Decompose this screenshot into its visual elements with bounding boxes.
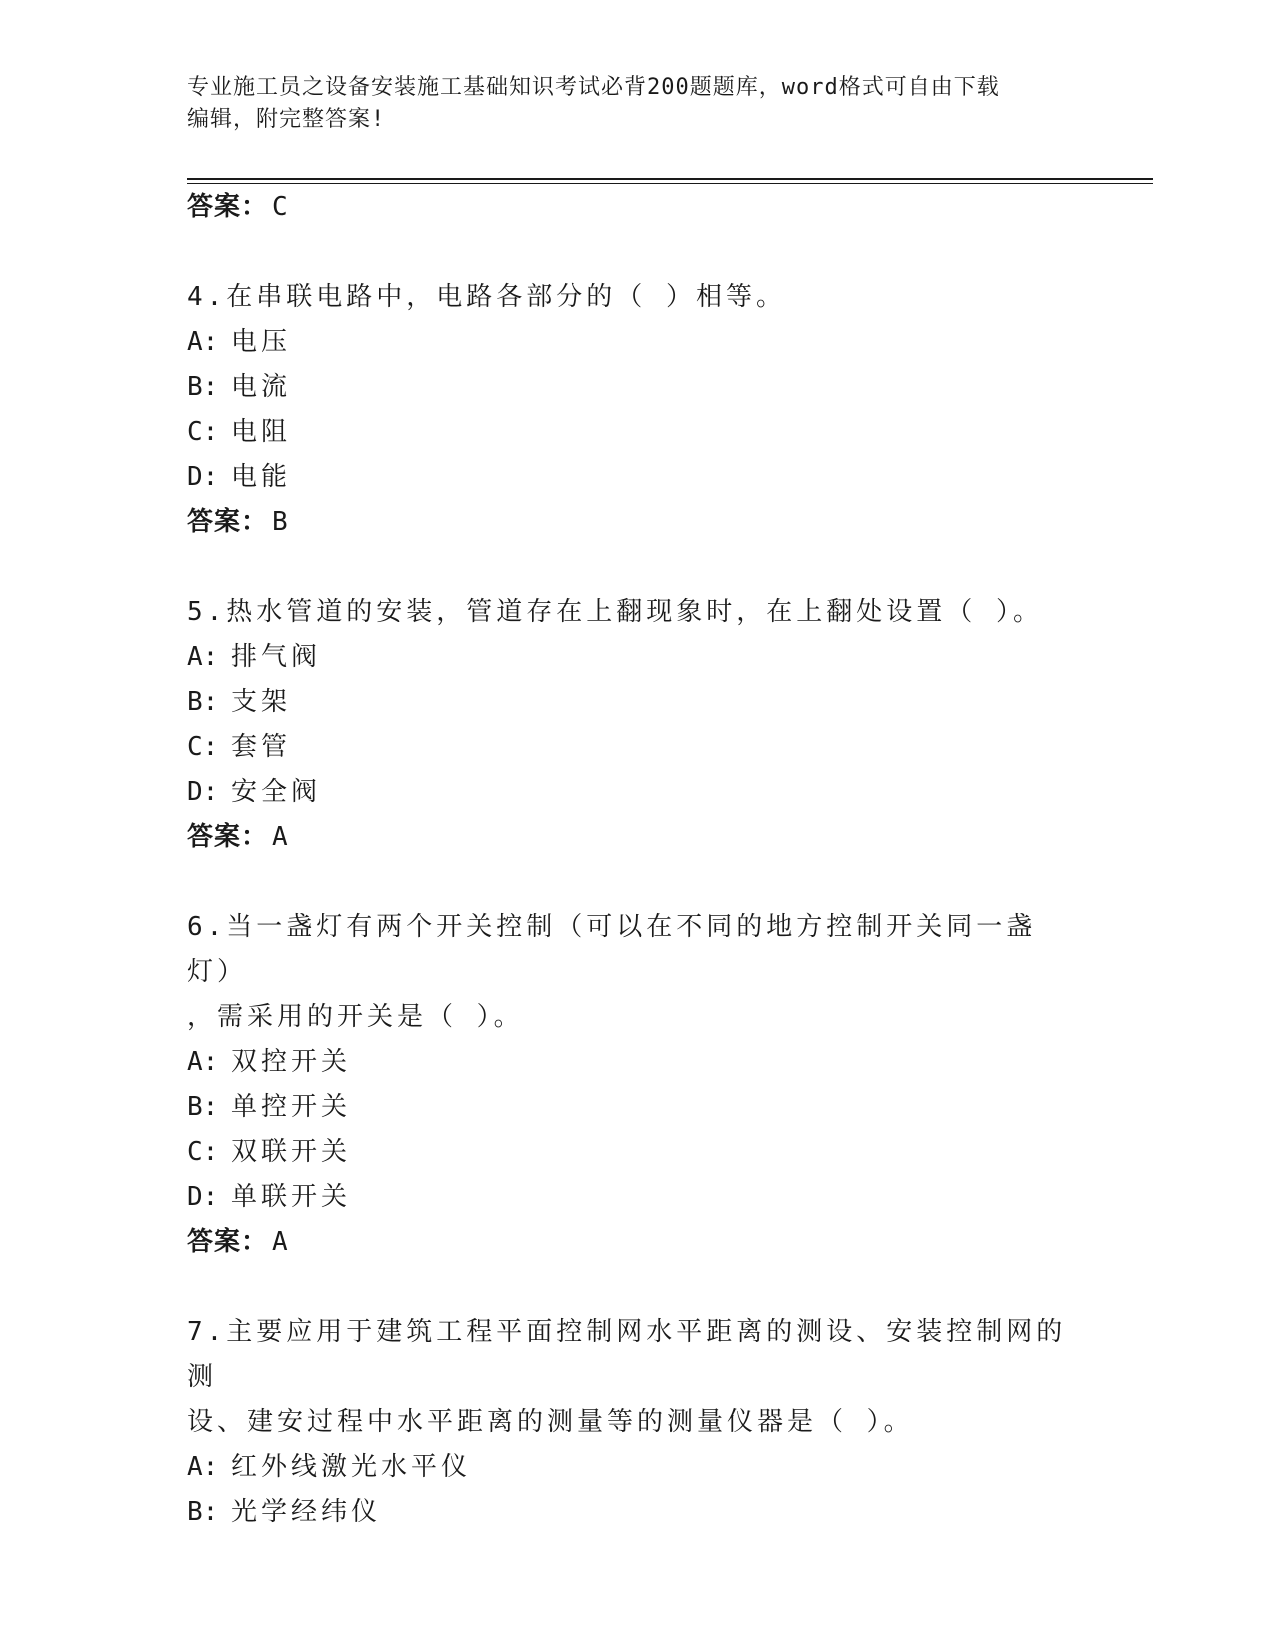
option-text: 支架 (231, 687, 292, 717)
option-text: 双联开关 (231, 1137, 352, 1167)
option-d (187, 1175, 1067, 1220)
question-text-line-2: ，需采用的开关是（ ）。 (187, 1002, 524, 1032)
option-text: 电流 (231, 372, 292, 402)
answer-q3 (187, 185, 1067, 230)
option-key: D: (187, 777, 219, 807)
option-key: B: (187, 372, 219, 402)
option-b (187, 680, 1067, 725)
option-text: 安全阀 (231, 777, 322, 807)
option-b (187, 1490, 1067, 1535)
document-header (187, 72, 1087, 136)
question-text-line-1: 6.当一盏灯有两个开关控制（可以在不同的地方控制开关同一盏灯） (187, 912, 1037, 987)
option-key: B: (187, 1497, 219, 1527)
option-c (187, 410, 1067, 455)
option-key: D: (187, 1182, 219, 1212)
spacer (187, 1265, 1067, 1310)
option-a (187, 320, 1067, 365)
question-5 (187, 590, 1067, 860)
header-rule-thin (187, 183, 1153, 184)
question-7 (187, 1310, 1067, 1535)
option-b (187, 1085, 1067, 1130)
option-text: 单联开关 (231, 1182, 352, 1212)
question-text-line-1: 7.主要应用于建筑工程平面控制网水平距离的测设、安装控制网的测 (187, 1317, 1067, 1392)
answer-q6 (187, 1220, 1067, 1265)
question-text: 5.热水管道的安装，管道存在上翻现象时，在上翻处设置（ ）。 (187, 597, 1043, 627)
option-a (187, 1445, 1067, 1490)
option-key: A: (187, 327, 219, 357)
answer-label: 答案： (187, 822, 269, 852)
option-c (187, 725, 1067, 770)
option-a (187, 1040, 1067, 1085)
question-4 (187, 275, 1067, 545)
spacer (187, 545, 1067, 590)
header-rule-thick (187, 178, 1153, 180)
option-key: A: (187, 1452, 219, 1482)
option-c (187, 1130, 1067, 1175)
option-text: 电阻 (231, 417, 292, 447)
option-key: C: (187, 1137, 219, 1167)
spacer (187, 860, 1067, 905)
option-key: C: (187, 732, 219, 762)
question-6 (187, 905, 1067, 1265)
option-a (187, 635, 1067, 680)
header-line-2: 编辑，附完整答案! (187, 107, 386, 132)
option-key: B: (187, 1092, 219, 1122)
option-key: A: (187, 1047, 219, 1077)
option-text: 双控开关 (231, 1047, 352, 1077)
question-list (187, 185, 1067, 1535)
answer-value: A (272, 1227, 289, 1257)
option-key: A: (187, 642, 219, 672)
option-d (187, 455, 1067, 500)
option-key: B: (187, 687, 219, 717)
option-text: 排气阀 (231, 642, 322, 672)
option-key: D: (187, 462, 219, 492)
answer-value: C (272, 192, 289, 222)
option-text: 电压 (231, 327, 292, 357)
option-text: 单控开关 (231, 1092, 352, 1122)
option-text: 电能 (231, 462, 292, 492)
answer-q4 (187, 500, 1067, 545)
option-d (187, 770, 1067, 815)
question-text-line-2: 设、建安过程中水平距离的测量等的测量仪器是（ ）。 (187, 1407, 914, 1437)
answer-q5 (187, 815, 1067, 860)
question-text: 4.在串联电路中，电路各部分的（ ）相等。 (187, 282, 786, 312)
option-text: 套管 (231, 732, 292, 762)
option-text: 红外线激光水平仪 (231, 1452, 472, 1482)
answer-label: 答案： (187, 192, 269, 222)
header-line-1: 专业施工员之设备安装施工基础知识考试必背200题题库，word格式可自由下载 (187, 75, 1000, 100)
spacer (187, 230, 1067, 275)
option-key: C: (187, 417, 219, 447)
answer-value: A (272, 822, 289, 852)
option-text: 光学经纬仪 (231, 1497, 382, 1527)
answer-label: 答案： (187, 507, 269, 537)
option-b (187, 365, 1067, 410)
answer-label: 答案： (187, 1227, 269, 1257)
answer-value: B (272, 507, 289, 537)
